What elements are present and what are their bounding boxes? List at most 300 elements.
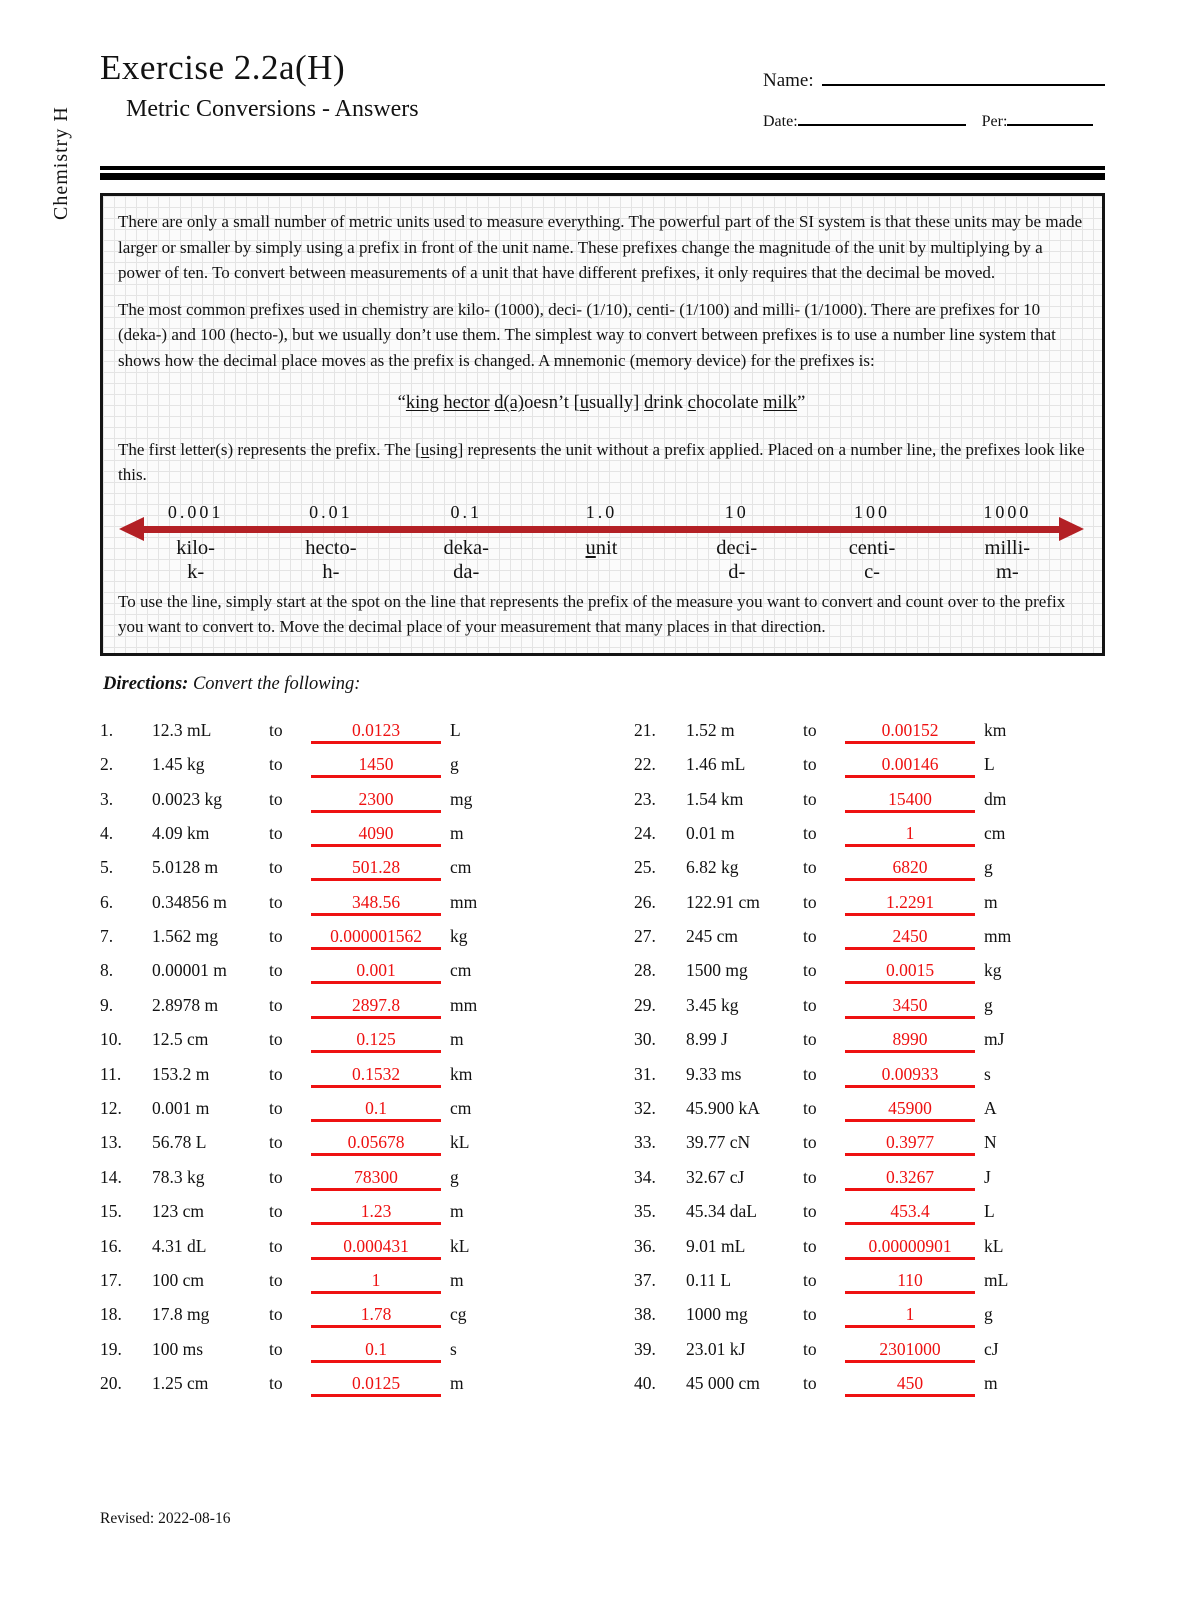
problem-target-unit: kL — [450, 1235, 470, 1256]
problem-to-word: to — [269, 1201, 283, 1222]
problem-given-value: 17.8 mg — [152, 1304, 210, 1325]
problem-row — [634, 789, 1110, 823]
problem-to-word: to — [803, 1304, 817, 1325]
problem-target-unit: km — [450, 1063, 473, 1084]
problem-row — [634, 1339, 1110, 1373]
problem-target-unit: cg — [450, 1304, 467, 1325]
problem-to-word: to — [803, 857, 817, 878]
problem-target-unit: N — [984, 1132, 997, 1153]
problem-number: 32. — [634, 1098, 656, 1119]
problem-given-value: 6.82 kg — [686, 857, 739, 878]
problem-number: 3. — [100, 788, 114, 809]
problem-given-value: 1000 mg — [686, 1304, 748, 1325]
number-line-stop — [804, 499, 939, 587]
problem-given-value: 4.31 dL — [152, 1235, 207, 1256]
stop-abbreviation: m- — [995, 561, 1019, 584]
revision-footer: Revised: 2022-08-16 — [100, 1510, 231, 1527]
problem-row — [100, 1270, 576, 1304]
number-line-stop — [128, 499, 263, 587]
prefix-number-line — [118, 499, 1085, 587]
stop-prefix: centi- — [848, 536, 896, 559]
problem-row — [100, 1167, 576, 1201]
stop-prefix: hecto- — [305, 536, 357, 559]
problem-answer-blank[interactable]: 1 — [845, 823, 975, 847]
problem-row — [100, 960, 576, 994]
problem-given-value: 0.001 m — [152, 1098, 210, 1119]
problem-answer-blank[interactable]: 0.1 — [311, 1098, 441, 1122]
problem-number: 40. — [634, 1373, 656, 1394]
problem-to-word: to — [269, 1166, 283, 1187]
name-row — [763, 70, 1105, 92]
problem-target-unit: mm — [450, 891, 478, 912]
problem-to-word: to — [269, 754, 283, 775]
problem-answer-blank[interactable]: 0.0015 — [845, 960, 975, 984]
problem-target-unit: km — [984, 719, 1007, 740]
text-segment: ” — [797, 393, 806, 413]
problem-target-unit: m — [450, 1270, 464, 1290]
problem-number: 17. — [100, 1270, 122, 1290]
problem-target-unit: mm — [450, 994, 478, 1015]
stop-abbreviation: c- — [864, 561, 881, 584]
problem-number: 8. — [100, 960, 114, 981]
problem-given-value: 78.3 kg — [152, 1166, 205, 1187]
problem-target-unit: g — [984, 994, 993, 1015]
problem-target-unit: cm — [450, 857, 472, 878]
stop-spacer — [534, 525, 669, 537]
problem-row — [634, 1304, 1110, 1338]
problem-answer-blank[interactable]: 0.3977 — [845, 1132, 975, 1156]
problem-number: 18. — [100, 1304, 122, 1325]
problem-row — [634, 1098, 1110, 1132]
problem-answer-blank[interactable]: 3450 — [845, 995, 975, 1019]
stop-prefix: deka- — [443, 536, 489, 559]
problem-to-word: to — [803, 926, 817, 947]
date-blank[interactable] — [798, 112, 966, 126]
problem-target-unit: cm — [450, 960, 472, 981]
per-blank[interactable] — [1007, 112, 1093, 126]
stop-spacer — [804, 525, 939, 537]
problem-number: 14. — [100, 1166, 122, 1187]
problem-given-value: 153.2 m — [152, 1063, 210, 1084]
problem-number: 19. — [100, 1338, 122, 1359]
problem-target-unit: A — [984, 1098, 997, 1119]
problem-row — [100, 720, 576, 754]
problem-number: 6. — [100, 891, 114, 912]
problem-given-value: 0.01 m — [686, 822, 735, 843]
problem-target-unit: g — [984, 857, 993, 878]
problem-to-word: to — [269, 1270, 283, 1290]
number-line-stop — [534, 499, 669, 587]
problem-row — [634, 1064, 1110, 1098]
text-segment: sually] — [588, 393, 644, 413]
stop-spacer — [128, 525, 263, 537]
underlined-segment: king — [405, 393, 439, 413]
date-per-row — [763, 112, 1105, 131]
problem-target-unit: g — [450, 754, 459, 775]
problem-target-unit: kL — [450, 1132, 470, 1153]
problem-given-value: 32.67 cJ — [686, 1166, 745, 1187]
problem-target-unit: m — [450, 1029, 464, 1050]
problem-row — [634, 857, 1110, 891]
problem-to-word: to — [269, 1098, 283, 1119]
problem-given-value: 123 cm — [152, 1201, 205, 1222]
problem-row — [100, 1132, 576, 1166]
problem-to-word: to — [269, 891, 283, 912]
problem-target-unit: s — [984, 1063, 991, 1084]
problem-number: 24. — [634, 822, 656, 843]
per-label: Per: — [981, 113, 1008, 130]
problem-answer-blank[interactable]: 1 — [311, 1270, 441, 1294]
number-line-stop — [669, 499, 804, 587]
problem-number: 2. — [100, 754, 114, 775]
problem-to-word: to — [803, 1373, 817, 1394]
problem-number: 23. — [634, 788, 656, 809]
problem-number: 13. — [100, 1132, 122, 1153]
problem-number: 37. — [634, 1270, 656, 1290]
intro-paragraph-1: There are only a small number of metric units used to measure everything. The powerful part of the SI system is that these units may be made larger or smaller by simply using a prefix in front of the unit name. These prefixes change the magnitude of the unit by multiplying by a power of ten. To convert between measurements of a unit that have different prefixes, it only requires that the decimal be moved. — [118, 212, 1083, 282]
problem-number: 34. — [634, 1166, 656, 1187]
problem-answer-blank[interactable]: 0.0125 — [311, 1373, 441, 1397]
problem-number: 11. — [100, 1063, 122, 1084]
mnemonic-line — [118, 390, 1085, 418]
directions-line — [103, 674, 1200, 695]
text-segment: “ — [397, 393, 406, 413]
problems-column-left — [100, 720, 576, 1408]
problem-row — [100, 926, 576, 960]
problem-number: 36. — [634, 1235, 656, 1256]
problem-number: 21. — [634, 719, 656, 740]
problem-given-value: 3.45 kg — [686, 994, 739, 1015]
problem-to-word: to — [269, 1063, 283, 1084]
stop-prefix: unit — [585, 536, 618, 559]
header-divider — [100, 166, 1105, 180]
problem-row — [634, 926, 1110, 960]
problem-target-unit: mJ — [984, 1029, 1005, 1050]
course-side-label: Chemistry H — [50, 106, 72, 220]
problem-answer-blank[interactable]: 0.00000901 — [845, 1236, 975, 1260]
problem-to-word: to — [269, 960, 283, 981]
problem-row — [634, 960, 1110, 994]
worksheet-header — [100, 48, 1105, 152]
problem-number: 38. — [634, 1304, 656, 1325]
stop-abbreviation: h- — [322, 561, 340, 584]
problem-to-word: to — [803, 1166, 817, 1187]
problem-given-value: 9.33 ms — [686, 1063, 742, 1084]
problem-answer-blank[interactable]: 450 — [845, 1373, 975, 1397]
directions-text: Convert the following: — [188, 673, 361, 694]
problem-to-word: to — [803, 960, 817, 981]
intro-box — [100, 193, 1105, 656]
problem-target-unit: L — [984, 1201, 995, 1222]
problem-target-unit: cm — [984, 822, 1006, 843]
problem-answer-blank[interactable]: 45900 — [845, 1098, 975, 1122]
problem-target-unit: mm — [984, 926, 1012, 947]
name-label: Name: — [763, 70, 814, 91]
problem-answer-blank[interactable]: 0.05678 — [311, 1132, 441, 1156]
stop-spacer — [263, 525, 398, 537]
problem-given-value: 1.25 cm — [152, 1373, 209, 1394]
problem-row — [634, 1132, 1110, 1166]
problem-row — [100, 823, 576, 857]
problem-answer-blank[interactable]: 2897.8 — [311, 995, 441, 1019]
problem-to-word: to — [803, 754, 817, 775]
problem-target-unit: g — [450, 1166, 459, 1187]
problem-target-unit: s — [450, 1338, 457, 1359]
stop-prefix: milli- — [984, 536, 1031, 559]
date-label: Date: — [763, 113, 798, 130]
problem-target-unit: dm — [984, 788, 1007, 809]
problem-given-value: 45.34 daL — [686, 1201, 757, 1222]
problem-given-value: 8.99 J — [686, 1029, 728, 1050]
problem-number: 5. — [100, 857, 114, 878]
problem-to-word: to — [269, 1304, 283, 1325]
problem-row — [634, 823, 1110, 857]
problem-given-value: 0.0023 kg — [152, 788, 222, 809]
stop-spacer — [669, 525, 804, 537]
problem-given-value: 1500 mg — [686, 960, 748, 981]
number-line-stop — [399, 499, 534, 587]
problem-number: 1. — [100, 719, 114, 740]
problem-answer-blank[interactable]: 348.56 — [311, 892, 441, 916]
problem-target-unit: m — [984, 1373, 998, 1394]
page-subtitle: Metric Conversions - Answers — [126, 96, 419, 122]
problem-to-word: to — [803, 719, 817, 740]
problem-answer-blank[interactable]: 2300 — [311, 789, 441, 813]
underlined-segment: u — [585, 536, 596, 559]
problem-to-word: to — [269, 1029, 283, 1050]
problem-row — [634, 754, 1110, 788]
problem-answer-blank[interactable]: 0.00146 — [845, 754, 975, 778]
problem-row — [100, 892, 576, 926]
problem-number: 4. — [100, 822, 114, 843]
problem-target-unit: g — [984, 1304, 993, 1325]
problem-answer-blank[interactable]: 2301000 — [845, 1339, 975, 1363]
problem-row — [100, 1064, 576, 1098]
problem-to-word: to — [269, 994, 283, 1015]
problem-number: 39. — [634, 1338, 656, 1359]
problem-given-value: 12.5 cm — [152, 1029, 209, 1050]
stop-abbreviation: da- — [453, 561, 480, 584]
text-segment: sing] represents the unit without a prefix applied. Placed on a number line, the prefixes look like this. — [118, 439, 1085, 485]
intro-paragraph-2: The most common prefixes used in chemistry are kilo- (1000), deci- (1/10), centi- (1/100) and milli- (1/1000). There are prefixes for 10 (deka-) and 100 (hecto-), but we usually don’t use them. The simplest way to convert between prefixes is to use a number line system that shows how the decimal place moves as the prefix is changed. A mnemonic (memory device) for the prefixes is: — [118, 299, 1056, 370]
stop-spacer — [399, 525, 534, 537]
problem-answer-blank[interactable]: 1.23 — [311, 1201, 441, 1225]
problem-given-value: 9.01 mL — [686, 1235, 746, 1256]
page-title: Exercise 2.2a(H) — [100, 48, 346, 87]
problem-to-word: to — [803, 1063, 817, 1084]
underlined-segment: milk — [763, 393, 798, 413]
problem-row — [634, 892, 1110, 926]
problem-number: 35. — [634, 1201, 656, 1222]
problem-to-word: to — [269, 1338, 283, 1359]
text-segment: rink — [653, 393, 688, 413]
problem-given-value: 1.52 m — [686, 719, 735, 740]
problem-given-value: 1.46 mL — [686, 754, 746, 775]
problem-to-word: to — [269, 1132, 283, 1153]
intro-paragraph-3 — [118, 437, 1085, 488]
stop-value: 0.1 — [450, 501, 482, 522]
problem-to-word: to — [269, 1235, 283, 1256]
problem-to-word: to — [269, 1373, 283, 1394]
problem-target-unit: mL — [984, 1270, 1009, 1290]
problem-to-word: to — [803, 1201, 817, 1222]
underlined-segment: u — [420, 439, 430, 459]
problem-given-value: 45 000 cm — [686, 1373, 760, 1394]
problem-number: 30. — [634, 1029, 656, 1050]
problem-row — [634, 1029, 1110, 1063]
problem-to-word: to — [269, 822, 283, 843]
problem-number: 31. — [634, 1063, 656, 1084]
problem-answer-blank[interactable]: 0.00933 — [845, 1064, 975, 1088]
stop-value: 10 — [724, 501, 749, 522]
problem-number: 9. — [100, 994, 114, 1015]
problem-row — [100, 1236, 576, 1270]
stop-value: 1.0 — [585, 501, 618, 522]
stop-prefix: deci- — [716, 536, 758, 559]
problem-given-value: 2.8978 m — [152, 994, 219, 1015]
problem-given-value: 122.91 cm — [686, 891, 760, 912]
stop-value: 1000 — [983, 501, 1032, 522]
number-line-stops — [118, 499, 1085, 587]
problem-row — [100, 1373, 576, 1407]
underlined-segment: c — [687, 393, 696, 413]
problem-answer-blank[interactable]: 0.001 — [311, 960, 441, 984]
number-line-stop — [263, 499, 398, 587]
problem-answer-blank[interactable]: 4090 — [311, 823, 441, 847]
problem-row — [634, 1201, 1110, 1235]
problem-row — [100, 1098, 576, 1132]
problem-answer-blank[interactable]: 0.1 — [311, 1339, 441, 1363]
problem-number: 7. — [100, 926, 114, 947]
problem-given-value: 100 ms — [152, 1338, 204, 1359]
problem-target-unit: J — [984, 1166, 991, 1187]
problem-given-value: 4.09 km — [152, 822, 210, 843]
problems-column-right — [634, 720, 1110, 1408]
problem-given-value: 245 cm — [686, 926, 739, 947]
problem-row — [100, 995, 576, 1029]
problem-target-unit: m — [450, 1201, 464, 1222]
problem-row — [634, 1167, 1110, 1201]
stop-value: 0.001 — [167, 501, 224, 522]
problem-to-word: to — [803, 1338, 817, 1359]
problem-number: 22. — [634, 754, 656, 775]
problem-number: 10. — [100, 1029, 122, 1050]
problem-target-unit: kg — [450, 926, 468, 947]
problem-row — [100, 1304, 576, 1338]
text-segment: The first letter(s) represents the prefix. The [ — [118, 439, 421, 459]
problem-row — [100, 789, 576, 823]
underlined-segment: hector — [443, 393, 490, 413]
problem-number: 33. — [634, 1132, 656, 1153]
problem-target-unit: cJ — [984, 1338, 999, 1359]
problem-answer-blank[interactable]: 1 — [845, 1304, 975, 1328]
problem-row — [634, 1236, 1110, 1270]
problem-number: 26. — [634, 891, 656, 912]
problem-answer-blank[interactable]: 0.0123 — [311, 720, 441, 744]
problem-target-unit: L — [984, 754, 995, 775]
problem-answer-blank[interactable]: 0.125 — [311, 1029, 441, 1053]
problem-target-unit: m — [984, 891, 998, 912]
problem-number: 29. — [634, 994, 656, 1015]
problem-number: 12. — [100, 1098, 122, 1119]
problem-to-word: to — [269, 926, 283, 947]
problem-target-unit: L — [450, 719, 461, 740]
problem-given-value: 1.45 kg — [152, 754, 205, 775]
problem-row — [100, 1029, 576, 1063]
problem-answer-blank[interactable]: 1450 — [311, 754, 441, 778]
problem-to-word: to — [803, 822, 817, 843]
problem-answer-blank[interactable]: 15400 — [845, 789, 975, 813]
stop-abbreviation: k- — [187, 561, 205, 584]
problem-row — [100, 1201, 576, 1235]
problem-answer-blank[interactable]: 78300 — [311, 1167, 441, 1191]
problem-answer-blank[interactable]: 0.00152 — [845, 720, 975, 744]
problem-answer-blank[interactable]: 501.28 — [311, 857, 441, 881]
stop-value: 0.01 — [309, 501, 353, 522]
problem-row — [100, 754, 576, 788]
problem-target-unit: m — [450, 1373, 464, 1394]
text-segment: hocolate — [695, 393, 764, 413]
problem-row — [634, 995, 1110, 1029]
problem-target-unit: m — [450, 822, 464, 843]
problem-number: 15. — [100, 1201, 122, 1222]
problem-target-unit: kL — [984, 1235, 1004, 1256]
problem-given-value: 100 cm — [152, 1270, 205, 1290]
problem-target-unit: mg — [450, 788, 473, 809]
problem-given-value: 45.900 kA — [686, 1098, 760, 1119]
problem-to-word: to — [803, 1235, 817, 1256]
problem-number: 27. — [634, 926, 656, 947]
problem-answer-blank[interactable]: 1.78 — [311, 1304, 441, 1328]
problem-number: 20. — [100, 1373, 122, 1394]
problem-to-word: to — [269, 788, 283, 809]
problem-number: 16. — [100, 1235, 122, 1256]
problem-given-value: 12.3 mL — [152, 719, 212, 740]
stop-abbreviation: d- — [728, 561, 746, 584]
problem-given-value: 5.0128 m — [152, 857, 219, 878]
problem-number: 28. — [634, 960, 656, 981]
underlined-segment: d(a) — [494, 393, 525, 413]
stop-value: 100 — [854, 501, 891, 522]
problem-to-word: to — [803, 1098, 817, 1119]
name-blank[interactable] — [822, 72, 1105, 86]
problem-answer-blank[interactable]: 2450 — [845, 926, 975, 950]
problem-row — [634, 1270, 1110, 1304]
problem-to-word: to — [803, 994, 817, 1015]
problem-answer-blank[interactable]: 0.000431 — [311, 1236, 441, 1260]
problem-answer-blank[interactable]: 0.1532 — [311, 1064, 441, 1088]
problem-answer-blank[interactable]: 8990 — [845, 1029, 975, 1053]
problem-answer-blank[interactable]: 6820 — [845, 857, 975, 881]
problem-given-value: 39.77 cN — [686, 1132, 751, 1153]
stop-spacer — [940, 525, 1075, 537]
problem-given-value: 0.00001 m — [152, 960, 227, 981]
problem-given-value: 56.78 L — [152, 1132, 207, 1153]
directions-label: Directions: — [103, 673, 189, 694]
problem-to-word: to — [269, 857, 283, 878]
problem-to-word: to — [269, 719, 283, 740]
problem-answer-blank[interactable]: 453.4 — [845, 1201, 975, 1225]
problem-given-value: 1.562 mg — [152, 926, 219, 947]
problem-answer-blank[interactable]: 0.000001562 — [311, 926, 441, 950]
problem-answer-blank[interactable]: 0.3267 — [845, 1167, 975, 1191]
problem-to-word: to — [803, 788, 817, 809]
problem-answer-blank[interactable]: 1.2291 — [845, 892, 975, 916]
problem-target-unit: kg — [984, 960, 1002, 981]
problem-row — [634, 720, 1110, 754]
problem-to-word: to — [803, 891, 817, 912]
problem-answer-blank[interactable]: 110 — [845, 1270, 975, 1294]
